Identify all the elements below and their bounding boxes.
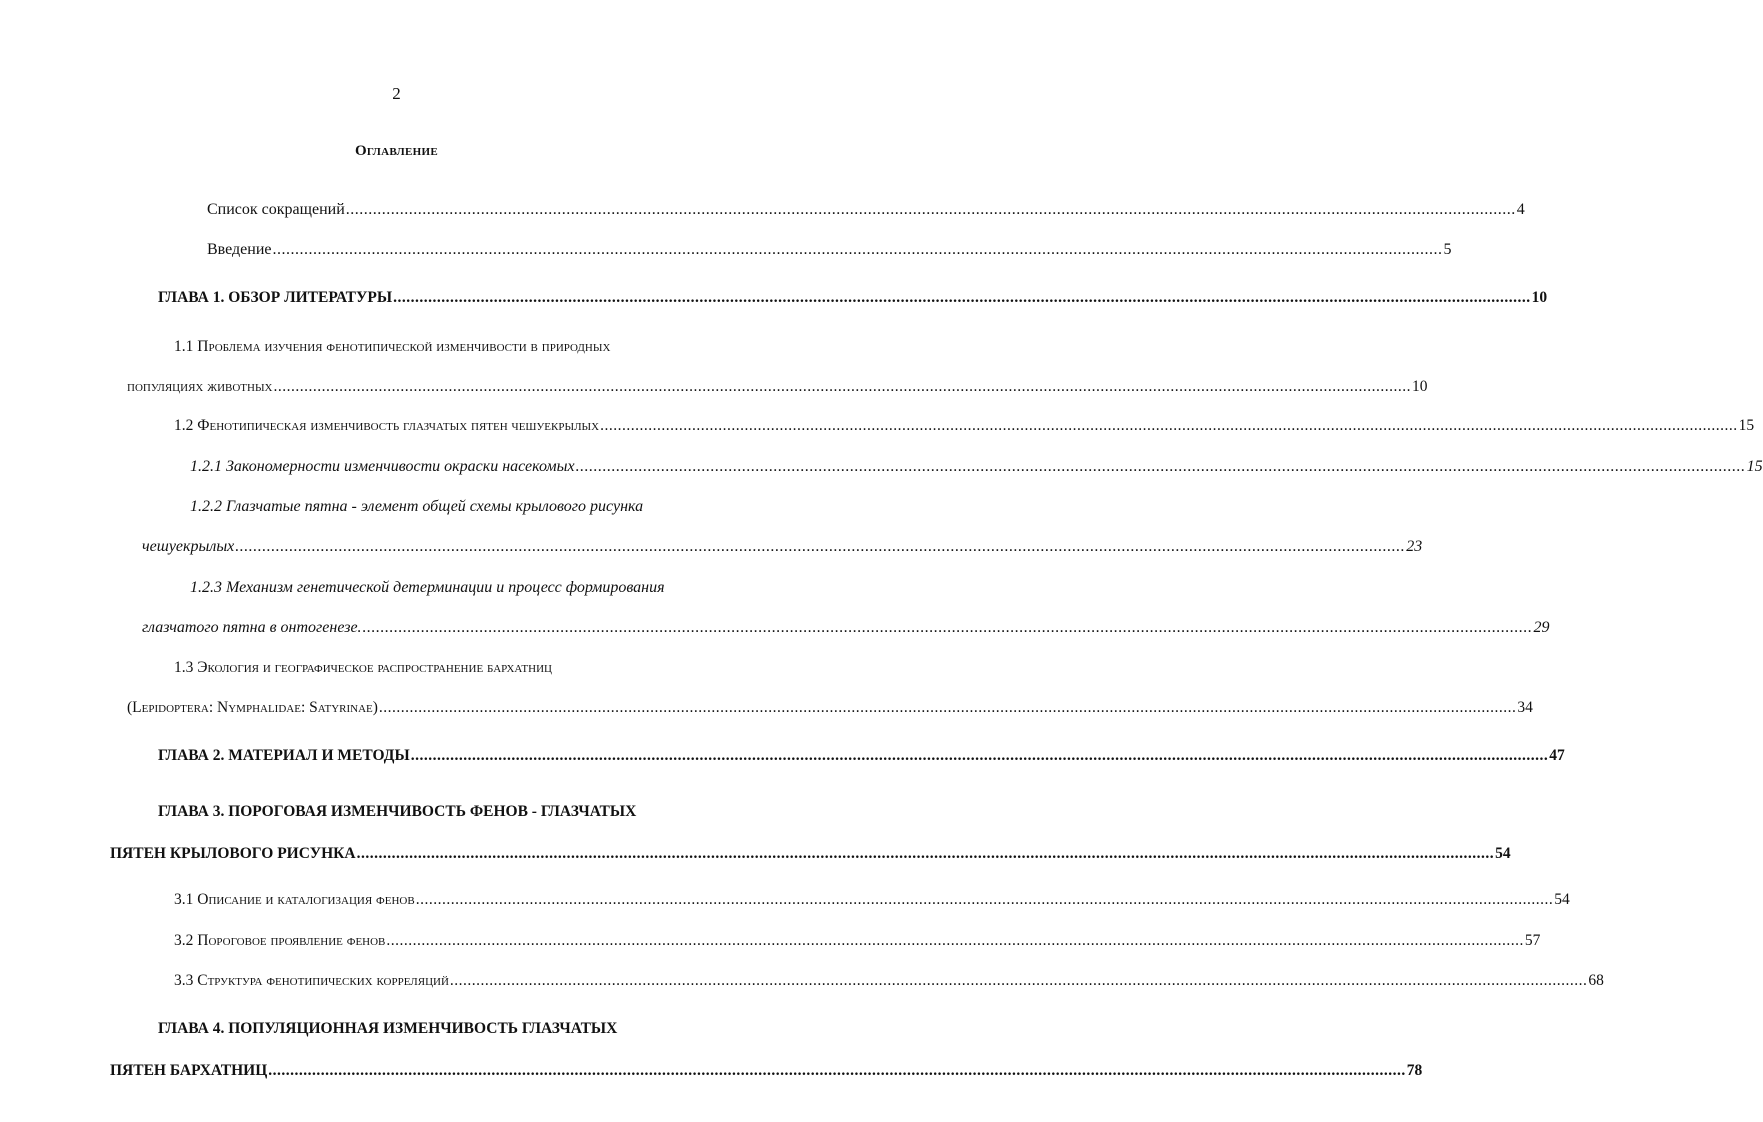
toc-entry-text: 1.3 Экология и географическое распространение бархатниц bbox=[174, 659, 552, 676]
toc-entry-1-3 bbox=[174, 657, 725, 679]
dot-leader: .................................................................................................................................................................................................................................................................... bbox=[235, 538, 1406, 555]
toc-entry-chapter-2 bbox=[158, 745, 1565, 767]
toc-entry-page: 5 bbox=[1443, 241, 1452, 258]
dot-leader: .................................................................................................................................................................................................................................................................... bbox=[415, 891, 1554, 908]
toc-entry-text: 3.1 Описание и каталогизация фенов bbox=[174, 891, 415, 908]
toc-entry-1-2-1 bbox=[190, 456, 1763, 478]
toc-entry-1-1-continued bbox=[127, 376, 1428, 398]
toc-entry-text: 3.3 Структура фенотипических корреляций bbox=[174, 972, 449, 989]
toc-entry-text: ГЛАВА 2. МАТЕРИАЛ И МЕТОДЫ bbox=[158, 747, 410, 764]
toc-entry-text: 1.2 Фенотипическая изменчивость глазчатых пятен чешуекрылых bbox=[174, 417, 600, 434]
dot-leader: .................................................................................................................................................................................................................................................................... bbox=[362, 619, 1533, 636]
toc-entry-text-continued: ПЯТЕН КРЫЛОВОГО РИСУНКА bbox=[110, 845, 356, 862]
toc-entry-3-2 bbox=[174, 930, 1541, 952]
toc-entry-chapter-3-continued bbox=[110, 843, 1511, 865]
toc-entry-page: 68 bbox=[1588, 972, 1604, 989]
page-number: 2 bbox=[392, 84, 401, 103]
dot-leader: .................................................................................................................................................................................................................................................................... bbox=[356, 845, 1495, 862]
toc-entry-text: 1.2.2 Глазчатые пятна - элемент общей схемы крылового рисунка bbox=[190, 498, 644, 515]
toc-entry-1-2-2-continued bbox=[142, 536, 1423, 558]
toc-entry-page: 57 bbox=[1524, 932, 1541, 949]
dot-leader: .................................................................................................................................................................................................................................................................... bbox=[268, 1062, 1406, 1079]
toc-entry-text: ГЛАВА 3. ПОРОГОВАЯ ИЗМЕНЧИВОСТЬ ФЕНОВ - ГЛАЗЧАТЫХ bbox=[158, 803, 637, 820]
toc-entry-chapter-1 bbox=[158, 287, 1548, 309]
toc-entry-page: 78 bbox=[1406, 1062, 1423, 1079]
toc-entry-text-continued: чешуекрылых bbox=[142, 538, 235, 555]
toc-entry-page: 4 bbox=[1516, 201, 1525, 218]
toc-entry-page: 54 bbox=[1554, 891, 1570, 908]
toc-entry-text-continued: глазчатого пятна в онтогенезе. bbox=[142, 619, 362, 636]
dot-leader: .................................................................................................................................................................................................................................................................... bbox=[600, 417, 1738, 434]
toc-entry-abbreviations bbox=[207, 199, 1525, 221]
toc-entry-text-continued: (Lepidoptera: Nymphalidae: Satyrinae) bbox=[127, 699, 378, 716]
toc-entry-1-2-3 bbox=[190, 577, 725, 599]
toc-title: Оглавление bbox=[354, 143, 439, 159]
toc-entry-text: ГЛАВА 4. ПОПУЛЯЦИОННАЯ ИЗМЕНЧИВОСТЬ ГЛАЗЧАТЫХ bbox=[158, 1020, 618, 1037]
toc-entry-1-2-3-continued bbox=[142, 617, 1550, 639]
toc-entry-1-2 bbox=[174, 415, 1755, 437]
toc-entry-page: 15 bbox=[1738, 417, 1755, 434]
toc-entry-3-3 bbox=[174, 970, 1604, 992]
dot-leader: .................................................................................................................................................................................................................................................................... bbox=[393, 289, 1531, 306]
dot-leader: .................................................................................................................................................................................................................................................................... bbox=[345, 201, 1516, 218]
dot-leader: .................................................................................................................................................................................................................................................................... bbox=[410, 747, 1549, 764]
toc-entry-text: ГЛАВА 1. ОБЗОР ЛИТЕРАТУРЫ bbox=[158, 289, 393, 306]
dot-leader: .................................................................................................................................................................................................................................................................... bbox=[273, 378, 1411, 395]
toc-entry-page: 47 bbox=[1549, 747, 1565, 764]
toc-entry-page: 10 bbox=[1412, 378, 1428, 395]
dot-leader: .................................................................................................................................................................................................................................................................... bbox=[575, 458, 1746, 475]
toc-entry-page: 15 bbox=[1746, 458, 1763, 475]
dot-leader: .................................................................................................................................................................................................................................................................... bbox=[449, 972, 1588, 989]
toc-entry-1-1 bbox=[174, 336, 725, 358]
toc-entry-chapter-3 bbox=[158, 801, 725, 823]
dot-leader: .................................................................................................................................................................................................................................................................... bbox=[386, 932, 1524, 949]
toc-entry-1-3-continued bbox=[127, 697, 1533, 719]
toc-entry-chapter-4-continued bbox=[110, 1060, 1423, 1082]
toc-entry-chapter-4 bbox=[158, 1018, 725, 1040]
toc-entry-text: Введение bbox=[207, 241, 272, 258]
toc-entry-text: 1.2.1 Закономерности изменчивости окраски насекомых bbox=[190, 458, 575, 475]
toc-entry-text: Список сокращений bbox=[207, 201, 345, 218]
toc-entry-text: 1.1 Проблема изучения фенотипической изменчивости в природных bbox=[174, 338, 611, 355]
toc-entry-page: 34 bbox=[1517, 699, 1533, 716]
toc-entry-text: 1.2.3 Механизм генетической детерминации и процесс формирования bbox=[190, 579, 665, 596]
toc-entry-page: 29 bbox=[1533, 619, 1550, 636]
dot-leader: .................................................................................................................................................................................................................................................................... bbox=[272, 241, 1443, 258]
toc-entry-text-continued: ПЯТЕН БАРХАТНИЦ bbox=[110, 1062, 268, 1079]
toc-entry-3-1 bbox=[174, 889, 1570, 911]
toc-entry-1-2-2 bbox=[190, 496, 725, 518]
toc-entry-page: 10 bbox=[1531, 289, 1548, 306]
toc-entry-text: 3.2 Пороговое проявление фенов bbox=[174, 932, 386, 949]
toc-entry-text-continued: популяциях животных bbox=[127, 378, 273, 395]
toc-entry-page: 54 bbox=[1495, 845, 1511, 862]
toc-entry-page: 23 bbox=[1406, 538, 1423, 555]
dot-leader: .................................................................................................................................................................................................................................................................... bbox=[378, 699, 1517, 716]
toc-entry-introduction bbox=[207, 239, 1452, 261]
